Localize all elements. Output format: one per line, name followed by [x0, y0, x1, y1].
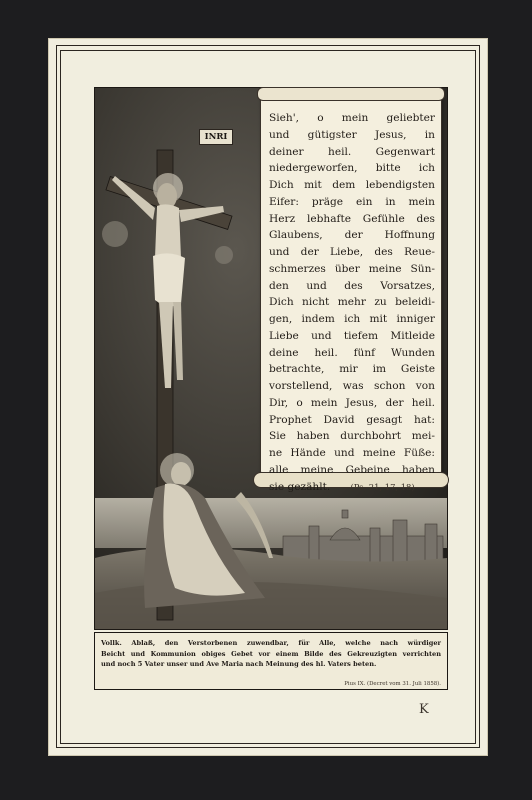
prayer-line: deiner heil. Gegenwart [269, 145, 435, 158]
prayer-line: und gütigster Jesus, in [269, 128, 435, 141]
indulgence-line: Vollk. Ablaß, den Verstorbenen zuwendbar, für Alle, welche nach würdiger [101, 639, 441, 647]
prayer-line: schmerzes über meine Sün- [269, 262, 435, 275]
prayer-line: Liebe und tiefem Mitleide [269, 329, 435, 342]
inri-inscription: INRI [199, 129, 233, 145]
prayer-line: Dich mit dem lebendigsten [269, 179, 435, 191]
prayer-line: Dir, o mein Jesus, der heil. [269, 396, 435, 409]
prayer-line: ne Hände und meine Füße: [269, 447, 435, 459]
prayer-line: niedergeworfen, bitte ich [269, 162, 435, 175]
prayer-line: und der Liebe, des Reue- [269, 246, 435, 258]
prayer-line: betrachte, mir im Geiste [269, 363, 435, 376]
indulgence-line: und noch 5 Vater unser und Ave Maria nach Meinung des hl. Vaters beten. [101, 660, 377, 669]
prayer-line: gen, indem ich mit inniger [269, 313, 435, 325]
prayer-text [269, 110, 435, 495]
indulgence-line: Beicht und Kommunion obiges Gebet vor einem Bilde des Gekreuzigten verrichten [101, 649, 441, 658]
prayer-scroll [260, 95, 442, 493]
prayer-line: Sieh', o mein geliebter [269, 112, 435, 124]
scroll-top-roll [257, 87, 445, 101]
prayer-line: Herz lebhafte Gefühle des [269, 212, 435, 225]
indulgence-box [94, 632, 448, 690]
prayer-line: Sie haben durchbohrt mei- [269, 430, 435, 443]
publisher-monogram: K [419, 702, 429, 717]
indulgence-source: Pius IX. (Decret vom 31. Juli 1858). [344, 681, 441, 687]
prayer-line: Dich nicht mehr zu beleidi- [269, 296, 435, 309]
prayer-line: vorstellend, was schon von [269, 380, 435, 392]
memorial-card [48, 38, 488, 756]
prayer-line: Prophet David gesagt hat: [269, 413, 435, 426]
prayer-line: Eifer: präge ein in mein [269, 195, 435, 208]
prayer-line: alle meine Gebeine haben [269, 463, 435, 476]
indulgence-text [101, 638, 441, 670]
prayer-line: den und des Vorsatzes, [269, 279, 435, 292]
prayer-line: deine heil. fünf Wunden [269, 346, 435, 359]
prayer-line: sie gezählt. [269, 480, 331, 493]
psalm-reference: (Ps. 21, 17, 18) [350, 481, 415, 492]
prayer-line: Glaubens, der Hoffnung [269, 229, 435, 242]
prayer-last-line [269, 479, 435, 496]
